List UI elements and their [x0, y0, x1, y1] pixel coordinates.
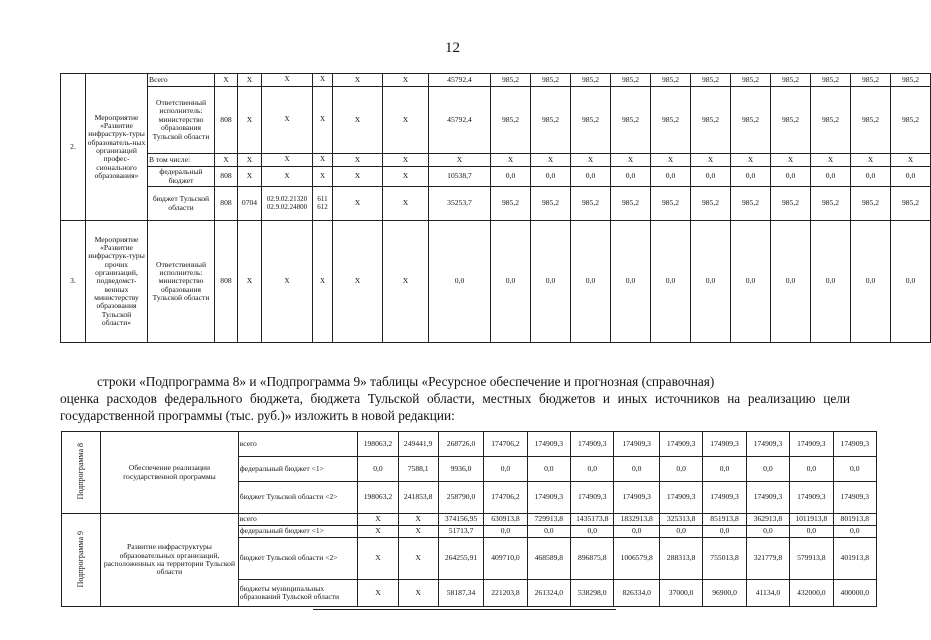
instruction-paragraph — [98, 373, 846, 390]
year-value-cell: 985,2 — [651, 74, 691, 87]
year-value-cell: 826334,0 — [614, 580, 660, 607]
year-value-cell: 261324,0 — [527, 580, 570, 607]
code-cell: Х — [383, 74, 429, 87]
year-value-cell: 174909,3 — [746, 482, 789, 514]
year-value-cell: 325313,8 — [659, 514, 702, 526]
year-value-cell: Х — [491, 154, 531, 167]
year-value-cell: 985,2 — [731, 74, 771, 87]
year-value-cell: 174909,3 — [571, 432, 614, 457]
year-value-cell: Х — [358, 580, 398, 607]
bottom-table — [61, 431, 877, 607]
year-value-cell: 0,0 — [833, 526, 876, 538]
subprogram-label-cell — [62, 432, 101, 514]
year-value-cell: 985,2 — [811, 187, 851, 221]
year-value-cell: Х — [358, 514, 398, 526]
code-cell: Х — [383, 221, 429, 343]
code-cell: Х — [383, 154, 429, 167]
event-name-cell: Мероприятие «Развитие инфраструк-туры прочих организаций, подведомст-венных министерству образования Тульской области» — [86, 221, 148, 343]
year-value-cell: 0,0 — [891, 221, 931, 343]
year-value-cell: Х — [691, 154, 731, 167]
year-value-cell: 985,2 — [571, 74, 611, 87]
table-row — [61, 167, 931, 187]
year-value-cell: 579913,8 — [790, 538, 833, 580]
year-value-cell: 0,0 — [491, 167, 531, 187]
event-name-cell: Мероприятие «Развитие инфраструк-туры образователь-ных организаций профес-сионального образования» — [86, 74, 148, 221]
year-value-cell: 985,2 — [531, 87, 571, 154]
code-cell: 808 — [215, 87, 238, 154]
year-value-cell: Х — [571, 154, 611, 167]
year-value-cell: 174909,3 — [833, 432, 876, 457]
year-value-cell: 198063,2 — [358, 432, 398, 457]
year-value-cell: 174909,3 — [703, 432, 746, 457]
year-value-cell: 0,0 — [851, 221, 891, 343]
detail-cell: Ответственный исполнитель: министерство образования Тульской области — [148, 87, 215, 154]
code-cell: 808 — [215, 167, 238, 187]
year-value-cell: 896875,8 — [571, 538, 614, 580]
table-row — [62, 432, 877, 457]
year-value-cell: 7588,1 — [398, 457, 438, 482]
code-cell: Х — [215, 154, 238, 167]
year-value-cell: 174909,3 — [614, 482, 660, 514]
detail-cell: федеральный бюджет — [148, 167, 215, 187]
year-value-cell: 985,2 — [651, 87, 691, 154]
year-value-cell: 985,2 — [571, 87, 611, 154]
year-value-cell: 538298,0 — [571, 580, 614, 607]
year-value-cell: 985,2 — [691, 187, 731, 221]
year-value-cell: Х — [531, 154, 571, 167]
year-value-cell: 0,0 — [746, 457, 789, 482]
year-value-cell: 174909,3 — [703, 482, 746, 514]
year-value-cell: 801913,8 — [833, 514, 876, 526]
year-value-cell: Х — [651, 154, 691, 167]
year-value-cell: 0,0 — [691, 221, 731, 343]
year-value-cell: 985,2 — [571, 187, 611, 221]
year-value-cell: 174909,3 — [659, 432, 702, 457]
subprogram-name-cell: Обеспечение реализации государственной программы — [101, 432, 239, 514]
year-value-cell: 0,0 — [891, 167, 931, 187]
year-value-cell: 985,2 — [691, 74, 731, 87]
code-cell: Х — [383, 167, 429, 187]
year-value-cell: 96900,0 — [703, 580, 746, 607]
total-cell: 0,0 — [429, 221, 491, 343]
code-cell: Х — [333, 74, 383, 87]
year-value-cell: 268726,0 — [438, 432, 484, 457]
year-value-cell: 0,0 — [531, 167, 571, 187]
year-value-cell: 174706,2 — [484, 432, 527, 457]
code-cell: Х — [238, 87, 262, 154]
year-value-cell: 221203,8 — [484, 580, 527, 607]
year-value-cell: 0,0 — [833, 457, 876, 482]
year-value-cell: 174909,3 — [746, 432, 789, 457]
year-value-cell: 174909,3 — [790, 482, 833, 514]
year-value-cell: 0,0 — [614, 457, 660, 482]
year-value-cell: 0,0 — [659, 457, 702, 482]
funding-source-cell: бюджет Тульской области <2> — [238, 482, 358, 514]
year-value-cell: 0,0 — [811, 221, 851, 343]
year-value-cell: 985,2 — [891, 87, 931, 154]
year-value-cell: 0,0 — [771, 221, 811, 343]
year-value-cell: 37000,0 — [659, 580, 702, 607]
year-value-cell: Х — [398, 580, 438, 607]
code-cell: Х — [313, 154, 333, 167]
code-cell: Х — [215, 74, 238, 87]
year-value-cell: 174909,3 — [527, 432, 570, 457]
year-value-cell: 0,0 — [571, 526, 614, 538]
funding-source-cell: федеральный бюджет <1> — [238, 526, 358, 538]
year-value-cell: 729913,8 — [527, 514, 570, 526]
year-value-cell: 400000,0 — [833, 580, 876, 607]
year-value-cell: 0,0 — [731, 167, 771, 187]
code-cell: Х — [313, 87, 333, 154]
year-value-cell: 985,2 — [611, 87, 651, 154]
code-cell: Х — [383, 187, 429, 221]
year-value-cell: 0,0 — [611, 167, 651, 187]
code-cell: Х — [262, 154, 313, 167]
year-value-cell: 985,2 — [771, 187, 811, 221]
code-cell: Х — [313, 74, 333, 87]
year-value-cell: 0,0 — [484, 526, 527, 538]
footer-rule — [313, 609, 616, 610]
code-cell: 0704 — [238, 187, 262, 221]
year-value-cell: 0,0 — [527, 526, 570, 538]
year-value-cell: 985,2 — [491, 87, 531, 154]
year-value-cell: 374156,95 — [438, 514, 484, 526]
total-cell: 45792,4 — [429, 74, 491, 87]
code-cell: Х — [262, 87, 313, 154]
year-value-cell: Х — [811, 154, 851, 167]
year-value-cell: 0,0 — [611, 221, 651, 343]
code-cell: Х — [238, 74, 262, 87]
year-value-cell: 0,0 — [811, 167, 851, 187]
year-value-cell: 0,0 — [771, 167, 811, 187]
year-value-cell: 755013,8 — [703, 538, 746, 580]
detail-cell: В том числе: — [148, 154, 215, 167]
year-value-cell: Х — [731, 154, 771, 167]
year-value-cell: 1011913,8 — [790, 514, 833, 526]
year-value-cell: Х — [398, 538, 438, 580]
code-cell: Х — [238, 221, 262, 343]
year-value-cell: Х — [611, 154, 651, 167]
year-value-cell: 1832913,8 — [614, 514, 660, 526]
year-value-cell: 985,2 — [611, 187, 651, 221]
paragraph-line-1: строки «Подпрограмма 8» и «Подпрограмма 9» таблицы «Ресурсное обеспечение и прогнозная (справочная) — [97, 374, 715, 389]
year-value-cell: 174909,3 — [790, 432, 833, 457]
year-value-cell: 985,2 — [851, 87, 891, 154]
code-cell: Х — [333, 167, 383, 187]
year-value-cell: 851913,8 — [703, 514, 746, 526]
year-value-cell: 985,2 — [851, 187, 891, 221]
total-cell: 45792,4 — [429, 87, 491, 154]
year-value-cell: Х — [891, 154, 931, 167]
year-value-cell: 0,0 — [358, 457, 398, 482]
funding-source-cell: бюджеты муниципальных образований Тульской области — [238, 580, 358, 607]
year-value-cell: 0,0 — [703, 457, 746, 482]
year-value-cell: 0,0 — [571, 167, 611, 187]
year-value-cell: 174909,3 — [833, 482, 876, 514]
code-cell: Х — [262, 74, 313, 87]
row-number-cell: 3. — [61, 221, 86, 343]
table-row — [61, 187, 931, 221]
subprogram-label: Подпрограмма 9 — [75, 530, 85, 587]
year-value-cell: 1006579,8 — [614, 538, 660, 580]
year-value-cell: 985,2 — [491, 74, 531, 87]
year-value-cell: 174909,3 — [527, 482, 570, 514]
year-value-cell: 985,2 — [891, 187, 931, 221]
year-value-cell: 0,0 — [651, 167, 691, 187]
funding-source-cell: всего — [238, 514, 358, 526]
subprogram-label-cell — [62, 514, 101, 607]
year-value-cell: 241853,8 — [398, 482, 438, 514]
table-row — [61, 74, 931, 87]
year-value-cell: Х — [771, 154, 811, 167]
year-value-cell: 985,2 — [531, 187, 571, 221]
year-value-cell: 985,2 — [891, 74, 931, 87]
detail-cell: Всего — [148, 74, 215, 87]
year-value-cell: 0,0 — [659, 526, 702, 538]
year-value-cell: 0,0 — [651, 221, 691, 343]
year-value-cell: 1435173,8 — [571, 514, 614, 526]
table-row — [61, 221, 931, 343]
year-value-cell: 0,0 — [571, 457, 614, 482]
year-value-cell: 0,0 — [527, 457, 570, 482]
paragraph-rest: оценка расходов федерального бюджета, бюджета Тульской области, местных бюджетов и иных источников на реализацию цели государственной программы (тыс. руб.)» изложить в новой редакции: — [60, 391, 850, 423]
funding-source-cell: всего — [238, 432, 358, 457]
year-value-cell: 985,2 — [691, 87, 731, 154]
year-value-cell: 985,2 — [651, 187, 691, 221]
year-value-cell: 985,2 — [811, 87, 851, 154]
total-cell: Х — [429, 154, 491, 167]
year-value-cell: 985,2 — [771, 74, 811, 87]
year-value-cell: 409710,0 — [484, 538, 527, 580]
code-cell: Х — [333, 154, 383, 167]
subprogram-label: Подпрограмма 8 — [75, 443, 85, 500]
row-number-cell: 2. — [61, 74, 86, 221]
year-value-cell: 468589,8 — [527, 538, 570, 580]
code-cell: Х — [333, 221, 383, 343]
table-row — [62, 514, 877, 526]
code-cell: Х — [313, 167, 333, 187]
year-value-cell: 174706,2 — [484, 482, 527, 514]
year-value-cell: Х — [398, 514, 438, 526]
year-value-cell: Х — [851, 154, 891, 167]
year-value-cell: 0,0 — [703, 526, 746, 538]
year-value-cell: 630913,8 — [484, 514, 527, 526]
code-cell: Х — [333, 187, 383, 221]
year-value-cell: 985,2 — [811, 74, 851, 87]
year-value-cell: 0,0 — [571, 221, 611, 343]
code-cell: Х — [383, 87, 429, 154]
year-value-cell: 9936,0 — [438, 457, 484, 482]
detail-cell: Ответственный исполнитель: министерство образования Тульской области — [148, 221, 215, 343]
year-value-cell: 985,2 — [851, 74, 891, 87]
code-cell: Х — [238, 167, 262, 187]
year-value-cell: 41134,0 — [746, 580, 789, 607]
year-value-cell: 0,0 — [731, 221, 771, 343]
code-cell: 611 612 — [313, 187, 333, 221]
total-cell: 10538,7 — [429, 167, 491, 187]
year-value-cell: 985,2 — [771, 87, 811, 154]
year-value-cell: 288313,8 — [659, 538, 702, 580]
year-value-cell: 174909,3 — [659, 482, 702, 514]
year-value-cell: 258790,0 — [438, 482, 484, 514]
code-cell: 808 — [215, 187, 238, 221]
year-value-cell: 985,2 — [611, 74, 651, 87]
year-value-cell: 362913,8 — [746, 514, 789, 526]
page-number: 12 — [445, 40, 460, 56]
detail-cell: бюджет Тульской области — [148, 187, 215, 221]
year-value-cell: 174909,3 — [614, 432, 660, 457]
year-value-cell: 58187,34 — [438, 580, 484, 607]
top-table — [60, 73, 931, 343]
year-value-cell: 985,2 — [731, 87, 771, 154]
funding-source-cell: федеральный бюджет <1> — [238, 457, 358, 482]
funding-source-cell: бюджет Тульской области <2> — [238, 538, 358, 580]
table-row — [61, 154, 931, 167]
year-value-cell: 0,0 — [484, 457, 527, 482]
year-value-cell: 0,0 — [491, 221, 531, 343]
code-cell: 02.9.02.21320 02.9.02.24800 — [262, 187, 313, 221]
table-row — [61, 87, 931, 154]
year-value-cell: 321779,8 — [746, 538, 789, 580]
year-value-cell: 249441,9 — [398, 432, 438, 457]
year-value-cell: 985,2 — [531, 74, 571, 87]
year-value-cell: Х — [358, 526, 398, 538]
year-value-cell: 985,2 — [731, 187, 771, 221]
year-value-cell: 0,0 — [531, 221, 571, 343]
code-cell: Х — [238, 154, 262, 167]
year-value-cell: Х — [398, 526, 438, 538]
year-value-cell: 0,0 — [614, 526, 660, 538]
year-value-cell: 0,0 — [691, 167, 731, 187]
year-value-cell: 174909,3 — [571, 482, 614, 514]
year-value-cell: 985,2 — [491, 187, 531, 221]
year-value-cell: 401913,8 — [833, 538, 876, 580]
code-cell: Х — [262, 221, 313, 343]
year-value-cell: 0,0 — [790, 526, 833, 538]
total-cell: 35253,7 — [429, 187, 491, 221]
year-value-cell: 0,0 — [851, 167, 891, 187]
code-cell: Х — [333, 87, 383, 154]
year-value-cell: 432000,0 — [790, 580, 833, 607]
code-cell: Х — [262, 167, 313, 187]
code-cell: 808 — [215, 221, 238, 343]
year-value-cell: 198063,2 — [358, 482, 398, 514]
year-value-cell: 51713,7 — [438, 526, 484, 538]
subprogram-name-cell: Развитие инфраструктуры образовательных организаций, расположенных на территории Тульской области — [101, 514, 239, 607]
year-value-cell: 0,0 — [746, 526, 789, 538]
year-value-cell: 0,0 — [790, 457, 833, 482]
year-value-cell: Х — [358, 538, 398, 580]
code-cell: Х — [313, 221, 333, 343]
year-value-cell: 264255,91 — [438, 538, 484, 580]
